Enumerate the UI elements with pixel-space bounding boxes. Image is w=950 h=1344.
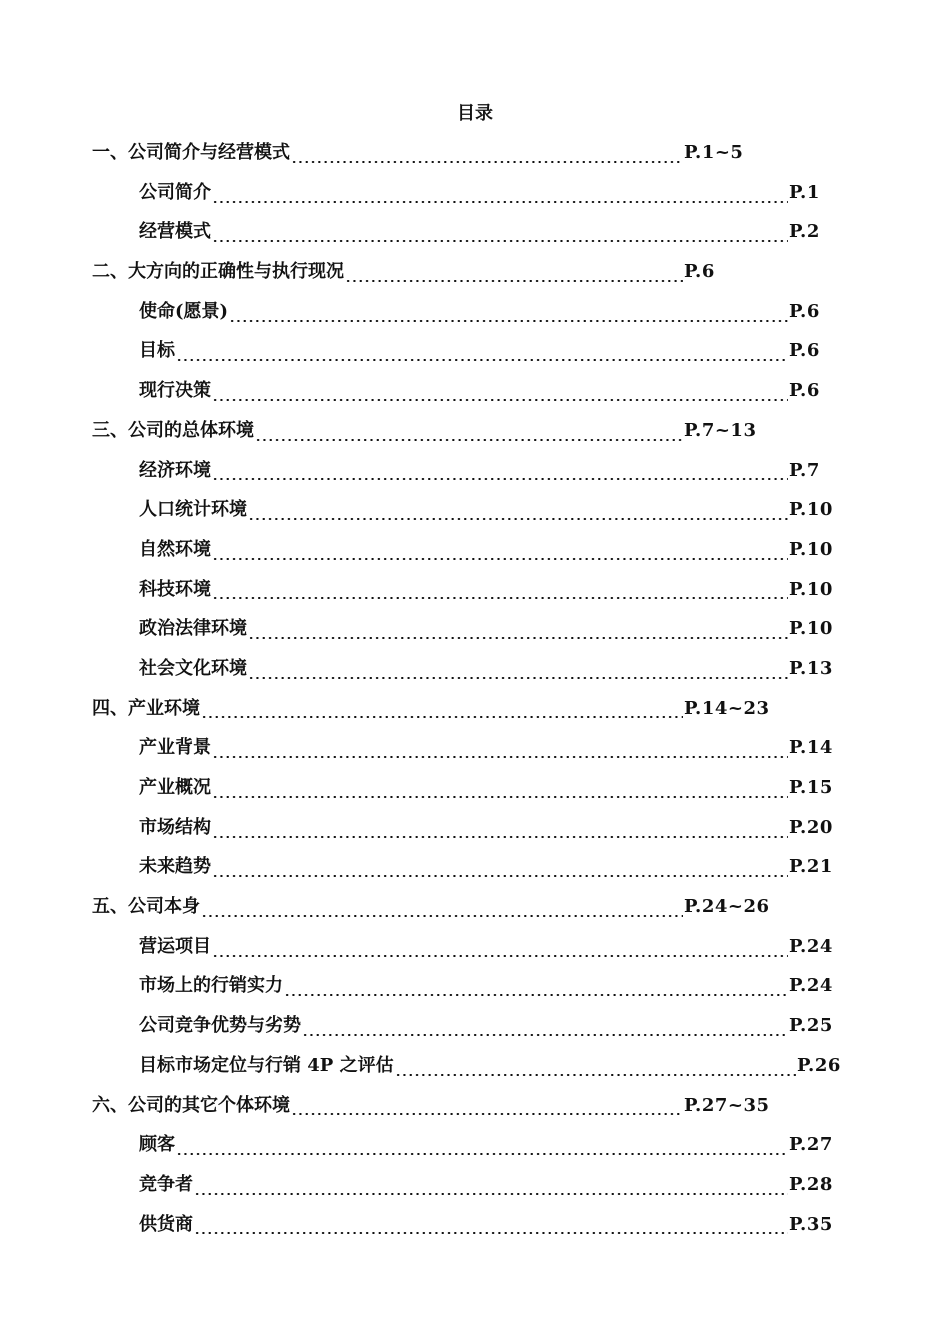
- toc-subsection: [139, 734, 849, 774]
- toc-entry-label: 科技环境: [139, 578, 211, 600]
- toc-entry-label: 顾客: [139, 1134, 175, 1156]
- toc-entry-label: 人口统计环境: [139, 499, 247, 521]
- toc-subsection: [139, 972, 849, 1012]
- dot-leader: [395, 1074, 796, 1076]
- toc-page-number: P.24~26: [684, 896, 770, 918]
- toc-subsection: [139, 1012, 849, 1052]
- toc-entry-label: 社会文化环境: [139, 657, 247, 679]
- toc-page-number: P.24: [789, 935, 833, 957]
- dot-leader: [212, 756, 788, 758]
- toc-entry-label: 公司简介: [139, 181, 211, 203]
- dot-leader: [212, 875, 788, 877]
- toc-page-number: P.6: [789, 300, 820, 322]
- toc-page-number: P.2: [789, 221, 820, 243]
- toc-entry-label: 产业概况: [139, 777, 211, 798]
- toc-page-number: P.10: [789, 578, 833, 600]
- toc-subsection: [139, 457, 849, 497]
- toc-page-number: P.10: [789, 618, 833, 640]
- toc-subsection: [139, 337, 849, 377]
- dot-leader: [212, 597, 788, 599]
- toc-subsection: [139, 576, 849, 616]
- toc-page-number: P.10: [789, 538, 833, 560]
- toc-subsection: [139, 496, 849, 536]
- dot-leader: [229, 320, 788, 322]
- dot-leader: [212, 399, 788, 401]
- toc-page-number: P.15: [789, 777, 833, 798]
- toc-section: [92, 139, 744, 179]
- toc-subsection: [139, 853, 849, 893]
- toc-page-number: P.27~35: [684, 1094, 770, 1116]
- toc-entry-label: 经济环境: [139, 459, 211, 481]
- toc-page-number: P.24: [789, 975, 833, 997]
- toc-page-number: P.21: [789, 856, 833, 878]
- toc-entry-label: 供货商: [139, 1213, 193, 1235]
- toc-entry-label: 竞争者: [139, 1173, 193, 1195]
- toc-entry-label: 自然环境: [139, 538, 211, 560]
- dot-leader: [212, 558, 788, 560]
- toc-page-number: P.6: [684, 261, 715, 283]
- dot-leader: [176, 1153, 788, 1155]
- toc-entry-label: 四、产业环境: [92, 697, 200, 719]
- dot-leader: [212, 955, 788, 957]
- dot-leader: [212, 478, 788, 480]
- toc-entry-label: 目标: [139, 340, 175, 362]
- toc-page-number: P.26: [797, 1054, 841, 1076]
- toc-page-number: P.14: [789, 737, 833, 759]
- toc-entry-label: 市场结构: [139, 816, 211, 838]
- toc-subsection: [139, 933, 849, 973]
- toc-page-number: P.25: [789, 1015, 833, 1037]
- dot-leader: [291, 161, 683, 163]
- toc-subsection: [139, 615, 849, 655]
- toc-subsection: [139, 179, 849, 219]
- toc-section: [92, 258, 744, 298]
- toc-page-number: P.27: [789, 1134, 833, 1156]
- toc-entry-label: 经营模式: [139, 221, 211, 243]
- toc-entry-label: 二、大方向的正确性与执行现况: [92, 261, 344, 283]
- toc-entry-label: 未来趋势: [139, 856, 211, 878]
- toc-section: [92, 417, 757, 457]
- toc-page-number: P.1: [789, 181, 820, 203]
- dot-leader: [291, 1113, 683, 1115]
- dot-leader: [212, 796, 788, 798]
- dot-leader: [176, 359, 788, 361]
- toc-subsection: [139, 218, 849, 258]
- toc-entry-label: 政治法律环境: [139, 618, 247, 640]
- toc-page-number: P.7: [789, 459, 820, 481]
- toc-entry-label: 六、公司的其它个体环境: [92, 1094, 290, 1116]
- toc-subsection: [139, 536, 849, 576]
- dot-leader: [201, 915, 683, 917]
- toc-page-number: P.14~23: [684, 697, 770, 719]
- dot-leader: [248, 677, 788, 679]
- toc-entry-label: 五、公司本身: [92, 896, 200, 918]
- toc-section: [92, 893, 770, 933]
- toc-subsection: [139, 377, 849, 417]
- toc-section: [92, 1092, 770, 1132]
- toc-entry-label: 产业背景: [139, 737, 211, 759]
- toc-page-number: P.28: [789, 1173, 833, 1195]
- toc-entry-label: 三、公司的总体环境: [92, 419, 254, 441]
- dot-leader: [248, 518, 788, 520]
- toc-page-number: P.7~13: [684, 419, 757, 441]
- toc-page-number: P.6: [789, 340, 820, 362]
- toc-page-number: P.13: [789, 657, 833, 679]
- dot-leader: [212, 836, 788, 838]
- toc-entry-label: 现行决策: [139, 380, 211, 402]
- toc-entry-label: 目标市场定位与行销 4P 之评估: [139, 1054, 394, 1076]
- toc-page-number: P.6: [789, 380, 820, 402]
- dot-leader: [302, 1034, 788, 1036]
- toc-subsection: [139, 1211, 849, 1251]
- dot-leader: [248, 637, 788, 639]
- toc-subsection: [139, 655, 849, 695]
- toc-section: [92, 695, 770, 735]
- toc-entry-label: 市场上的行销实力: [139, 975, 283, 997]
- toc-subsection: [139, 1171, 849, 1211]
- dot-leader: [201, 716, 683, 718]
- dot-leader: [194, 1232, 788, 1234]
- toc-subsection: [139, 1052, 857, 1092]
- toc-subsection: [139, 814, 849, 854]
- dot-leader: [212, 240, 788, 242]
- toc-list: [0, 139, 950, 1250]
- toc-subsection: [139, 1131, 849, 1171]
- toc-entry-label: 公司竞争优势与劣势: [139, 1015, 301, 1037]
- toc-title: 目录: [457, 103, 493, 124]
- dot-leader: [284, 994, 788, 996]
- toc-entry-label: 一、公司简介与经营模式: [92, 142, 290, 163]
- dot-leader: [194, 1193, 788, 1195]
- dot-leader: [255, 439, 683, 441]
- toc-page-number: P.20: [789, 816, 833, 838]
- toc-subsection: [139, 774, 849, 814]
- toc-entry-label: 营运项目: [139, 935, 211, 957]
- dot-leader: [212, 201, 788, 203]
- toc-subsection: [139, 298, 849, 338]
- toc-page-number: P.1~5: [684, 142, 744, 163]
- toc-entry-label: 使命(愿景): [139, 300, 229, 322]
- toc-page-number: P.10: [789, 499, 833, 521]
- dot-leader: [345, 280, 683, 282]
- toc-page-number: P.35: [789, 1213, 833, 1235]
